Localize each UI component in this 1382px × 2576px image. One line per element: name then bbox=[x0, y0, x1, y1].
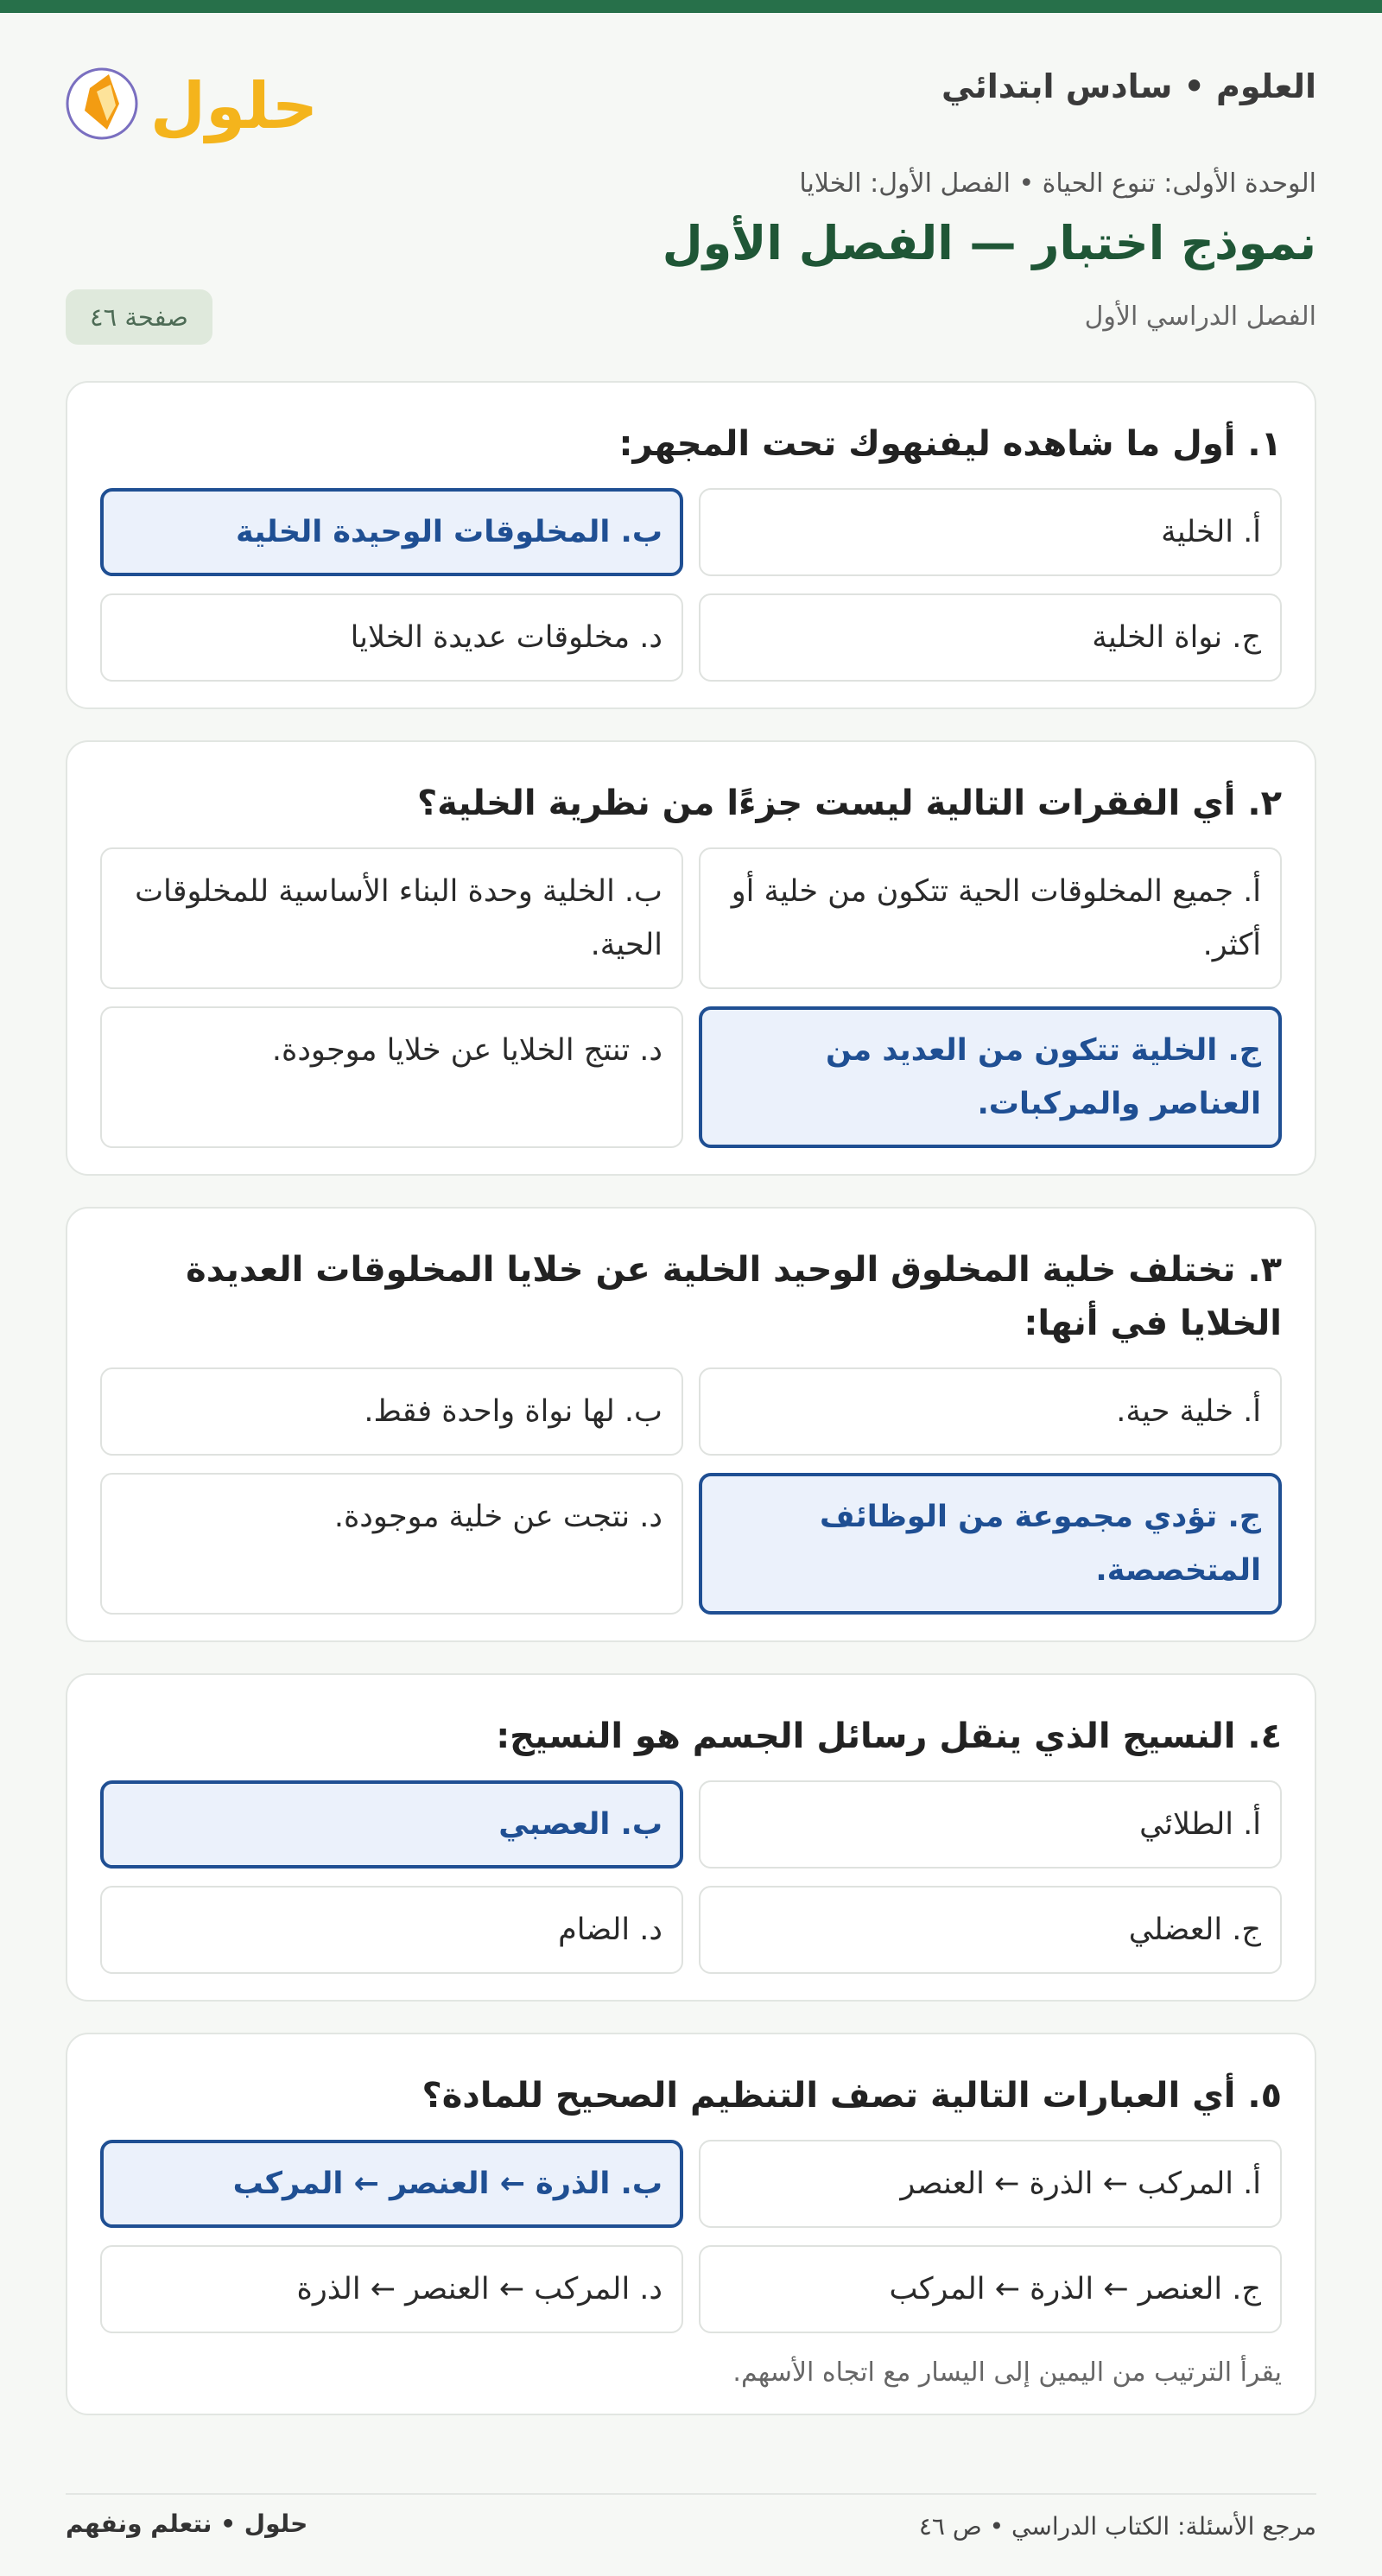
question-card-2 bbox=[66, 740, 1316, 1176]
option-c[interactable]: ج. العنصر ← الذرة ← المركب bbox=[699, 2245, 1282, 2333]
subject-title: العلوم • سادس ابتدائي bbox=[941, 67, 1316, 105]
question-note: يقرأ الترتيب من اليمين إلى اليسار مع اتجاه الأسهم. bbox=[732, 2357, 1282, 2388]
option-c-selected[interactable]: ج. تؤدي مجموعة من الوظائف المتخصصة. bbox=[699, 1473, 1282, 1615]
page-number-badge: صفحة ٤٦ bbox=[66, 289, 212, 345]
option-d[interactable]: د. الضام bbox=[100, 1886, 683, 1974]
question-text: ٣. تختلف خلية المخلوق الوحيد الخلية عن خلايا المخلوقات العديدة الخلايا في أنها: bbox=[186, 1250, 1282, 1343]
top-accent-bar bbox=[0, 0, 1382, 13]
option-b[interactable]: ب. لها نواة واحدة فقط. bbox=[100, 1367, 683, 1456]
question-text: ١. أول ما شاهده ليفنهوك تحت المجهر: bbox=[618, 424, 1282, 464]
option-d[interactable]: د. نتجت عن خلية موجودة. bbox=[100, 1473, 683, 1615]
term-label: الفصل الدراسي الأول bbox=[1084, 301, 1316, 332]
option-c-selected[interactable]: ج. الخلية تتكون من العديد من العناصر والمركبات. bbox=[699, 1006, 1282, 1148]
logo-wordmark: حلول bbox=[149, 69, 319, 143]
option-b[interactable]: ب. الخلية وحدة البناء الأساسية للمخلوقات الحية. bbox=[100, 847, 683, 989]
option-d[interactable]: د. تنتج الخلايا عن خلايا موجودة. bbox=[100, 1006, 683, 1148]
page-title: نموذج اختبار — الفصل الأول bbox=[662, 216, 1316, 270]
options-grid bbox=[100, 847, 1282, 1148]
brand-logo bbox=[66, 43, 319, 155]
footer-brand: حلول • نتعلم ونفهم bbox=[66, 2509, 308, 2538]
question-card-3 bbox=[66, 1207, 1316, 1642]
option-a[interactable]: أ. خلية حية. bbox=[699, 1367, 1282, 1456]
option-d[interactable]: د. مخلوقات عديدة الخلايا bbox=[100, 593, 683, 682]
option-a[interactable]: أ. المركب ← الذرة ← العنصر bbox=[699, 2140, 1282, 2228]
options-grid bbox=[100, 1367, 1282, 1615]
options-grid bbox=[100, 2140, 1282, 2333]
breadcrumb: الوحدة الأولى: تنوع الحياة • الفصل الأول: الخلايا bbox=[799, 168, 1316, 199]
option-a[interactable]: أ. جميع المخلوقات الحية تتكون من خلية أو أكثر. bbox=[699, 847, 1282, 989]
footer-reference: مرجع الأسئلة: الكتاب الدراسي • ص ٤٦ bbox=[918, 2512, 1316, 2541]
meta-row bbox=[66, 289, 1316, 350]
question-text: ٤. النسيج الذي ينقل رسائل الجسم هو النسيج: bbox=[496, 1716, 1282, 1756]
option-c[interactable]: ج. نواة الخلية bbox=[699, 593, 1282, 682]
option-b-selected[interactable]: ب. المخلوقات الوحيدة الخلية bbox=[100, 488, 683, 576]
question-card-1 bbox=[66, 381, 1316, 709]
option-d[interactable]: د. المركب ← العنصر ← الذرة bbox=[100, 2245, 683, 2333]
option-a[interactable]: أ. الطلائي bbox=[699, 1780, 1282, 1869]
question-card-5 bbox=[66, 2033, 1316, 2415]
footer-divider bbox=[66, 2493, 1316, 2495]
question-card-4 bbox=[66, 1673, 1316, 2002]
option-b-selected[interactable]: ب. العصبي bbox=[100, 1780, 683, 1869]
question-text: ٥. أي العبارات التالية تصف التنظيم الصحيح للمادة؟ bbox=[422, 2076, 1282, 2116]
page-content bbox=[66, 13, 1316, 2415]
option-c[interactable]: ج. العضلي bbox=[699, 1886, 1282, 1974]
header bbox=[66, 13, 1316, 151]
question-text: ٢. أي الفقرات التالية ليست جزءًا من نظرية الخلية؟ bbox=[416, 784, 1282, 823]
options-grid bbox=[100, 1780, 1282, 1974]
options-grid bbox=[100, 488, 1282, 682]
option-b-selected[interactable]: ب. الذرة ← العنصر ← المركب bbox=[100, 2140, 683, 2228]
option-a[interactable]: أ. الخلية bbox=[699, 488, 1282, 576]
